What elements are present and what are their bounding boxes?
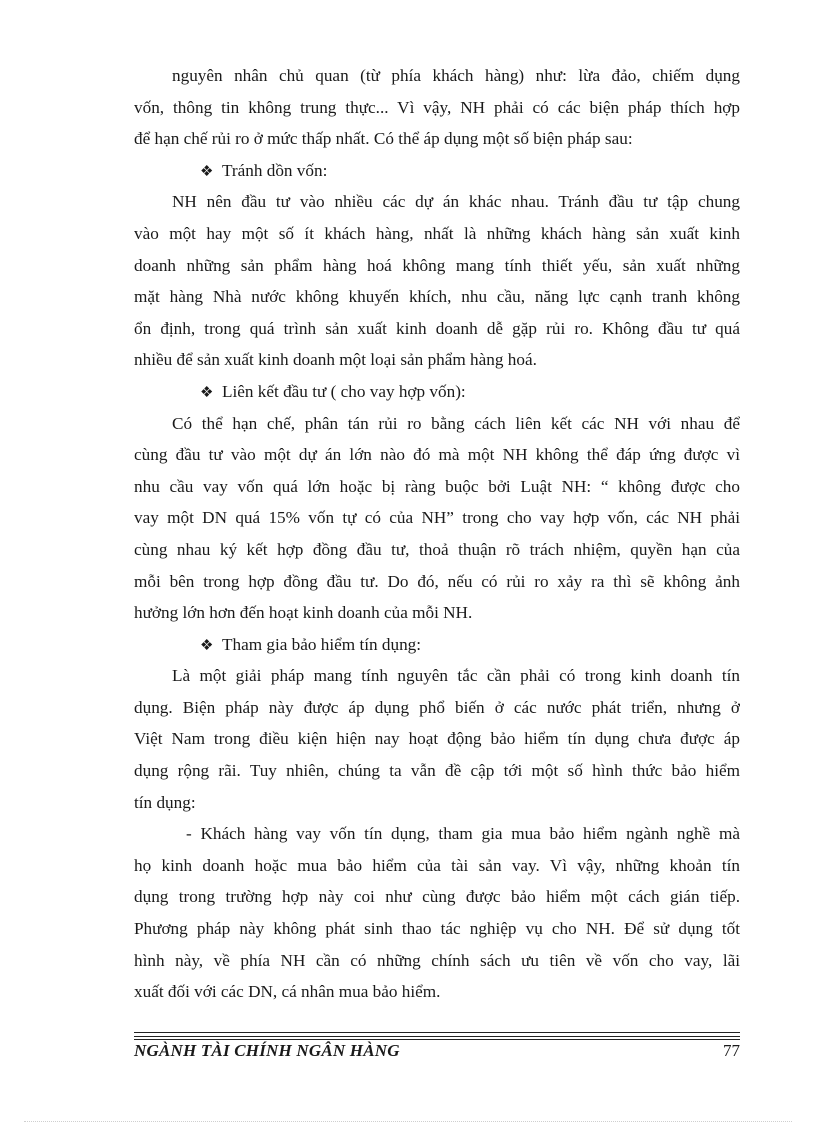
text-line: dụng rộng rãi. Tuy nhiên, chúng ta vẫn đề cập tới một số hình thức bảo hiểm [134, 761, 740, 781]
footer-rule [134, 1032, 740, 1033]
diamond-bullet-icon: ❖ [200, 637, 214, 654]
footer-rule [134, 1036, 740, 1037]
text-line: hưởng lớn hơn đến hoạt kinh doanh của mỗi NH. [134, 603, 473, 623]
text-line: vốn, thông tin không trung thực... Vì vậy, NH phải có các biện pháp thích hợp [134, 97, 740, 117]
text-line: dụng trong trường hợp này coi như cùng được bảo hiểm một cách gián tiếp. [134, 887, 740, 907]
bullet-heading-text: Tránh dồn vốn: [222, 160, 328, 180]
page-edge-divider [24, 1121, 792, 1122]
document-body [134, 60, 740, 1008]
text-line: dụng. Biện pháp này được áp dụng phổ biến ở các nước phát triển, nhưng ở [134, 697, 740, 717]
text-line: nhiều để sản xuất kinh doanh một loại sản phẩm hàng hoá. [134, 350, 537, 370]
bullet-heading [134, 629, 740, 661]
bullet-heading-text: Tham gia bảo hiểm tín dụng: [222, 634, 422, 654]
text-line: Là một giải pháp mang tính nguyên tắc cần phải có trong kinh doanh tín [172, 666, 740, 686]
text-line: vay một DN quá 15% vốn tự có của NH” trong cho vay hợp vốn, các NH phải [134, 508, 740, 528]
text-line: cùng đầu tư vào một dự án lớn nào đó mà một NH không thể đáp ứng được vì [134, 445, 740, 465]
footer-rule [134, 1039, 740, 1040]
bullet-heading [134, 155, 740, 187]
text-line: mặt hàng Nhà nước không khuyến khích, nhu cầu, năng lực cạnh tranh không [134, 287, 740, 307]
text-line: NH nên đầu tư vào nhiều các dự án khác nhau. Tránh đầu tư tập chung [172, 192, 740, 212]
bullet-heading [134, 376, 740, 408]
diamond-bullet-icon: ❖ [200, 384, 214, 401]
page-footer [134, 1041, 740, 1065]
bullet-heading-text: Liên kết đầu tư ( cho vay hợp vốn): [222, 381, 466, 401]
text-line: để hạn chế rủi ro ở mức thấp nhất. Có thể áp dụng một số biện pháp sau: [134, 129, 633, 149]
text-line: tín dụng: [134, 792, 196, 812]
text-line: Có thể hạn chế, phân tán rủi ro bằng cách liên kết các NH với nhau để [172, 413, 740, 433]
text-line: hình này, về phía NH cần có những chính sách ưu tiên về vốn cho vay, lãi [134, 950, 740, 970]
text-line: nguyên nhân chủ quan (từ phía khách hàng) như: lừa đảo, chiếm dụng [172, 66, 740, 85]
text-line: cùng nhau ký kết hợp đồng đầu tư, thoả thuận rõ trách nhiệm, quyền hạn của [134, 539, 740, 559]
text-line: mỗi bên trong hợp đồng đầu tư. Do đó, nếu có rủi ro xảy ra thì sẽ không ảnh [134, 571, 740, 591]
diamond-bullet-icon: ❖ [200, 163, 214, 180]
text-line: xuất đối với các DN, cá nhân mua bảo hiểm. [134, 982, 441, 1002]
text-line: Việt Nam trong điều kiện hiện nay hoạt động bảo hiểm tín dụng chưa được áp [134, 729, 740, 749]
text-line: Phương pháp này không phát sinh thao tác nghiệp vụ cho NH. Để sử dụng tốt [134, 919, 740, 939]
page-number: 77 [723, 1041, 740, 1060]
text-line: ổn định, trong quá trình sản xuất kinh doanh dễ gặp rủi ro. Không đầu tư quá [134, 318, 740, 338]
footer-title: NGÀNH TÀI CHÍNH NGÂN HÀNG [134, 1041, 400, 1060]
text-line: vào một hay một số ít khách hàng, nhất là những khách hàng sản xuất kinh [134, 223, 740, 243]
text-line: doanh những sản phẩm hàng hoá không mang tính thiết yếu, sản xuất những [134, 255, 740, 275]
text-line: - Khách hàng vay vốn tín dụng, tham gia mua bảo hiểm ngành nghề mà [186, 824, 740, 844]
text-line: nhu cầu vay vốn quá lớn hoặc bị ràng buộc bởi Luật NH: “ không được cho [134, 476, 740, 496]
text-line: họ kinh doanh hoặc mua bảo hiểm của tài sản vay. Vì vậy, những khoản tín [134, 855, 740, 875]
